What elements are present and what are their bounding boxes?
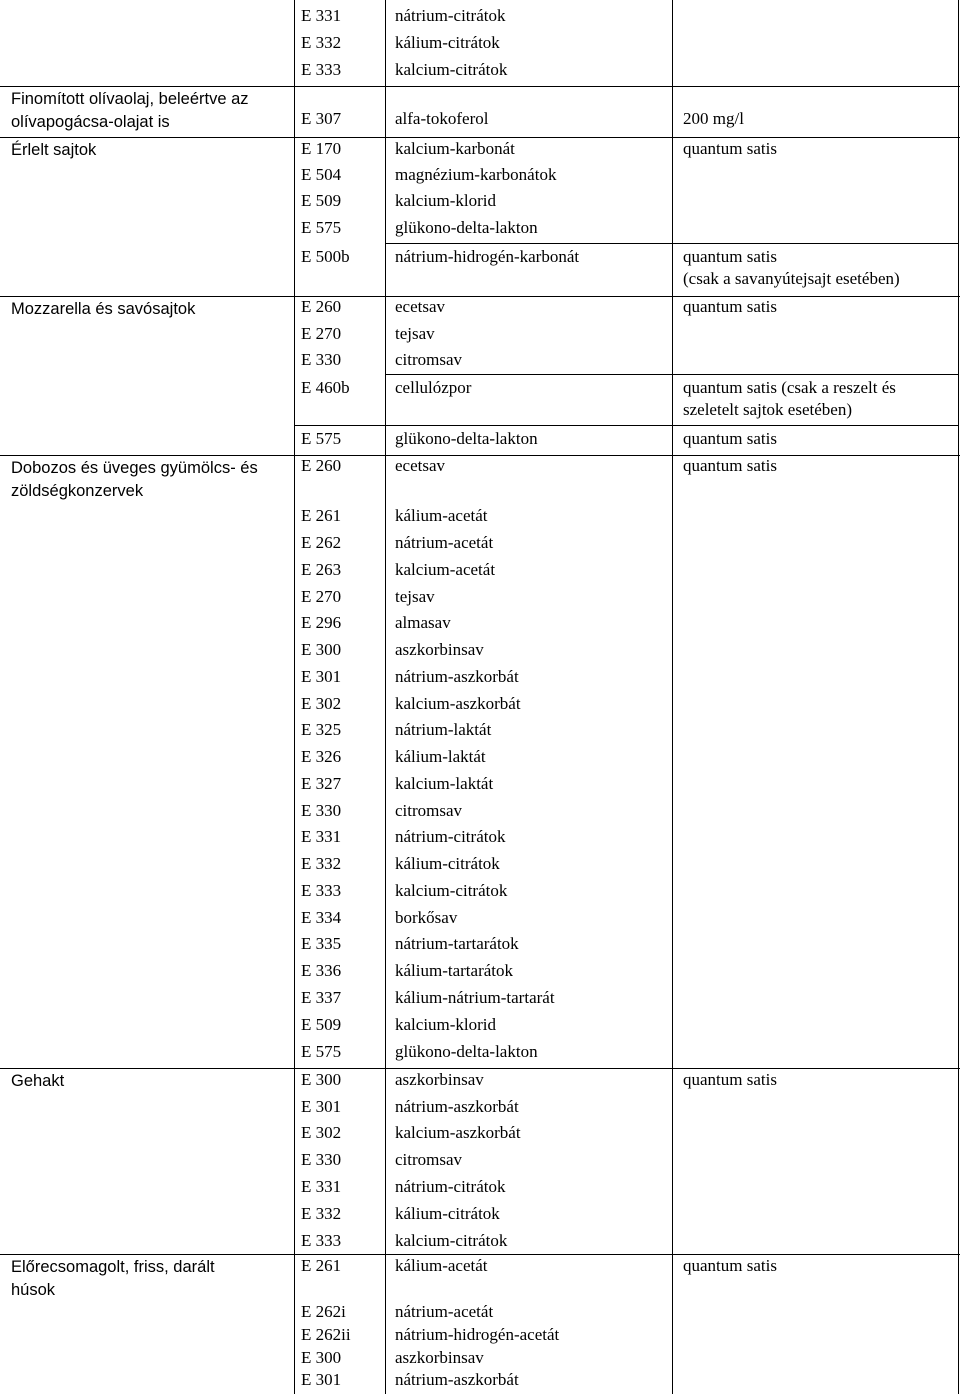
food-category-label: Finomított olívaolaj, beleértve az bbox=[11, 90, 249, 108]
additive-name-cell: kalcium-acetát bbox=[395, 560, 496, 579]
additive-name-cell: magnézium-karbonátok bbox=[395, 165, 557, 184]
additive-name-cell: nátrium-citrátok bbox=[395, 1177, 506, 1196]
additive-name-cell: kálium-citrátok bbox=[395, 854, 500, 873]
max-level-cell: szeletelt sajtok esetében) bbox=[683, 400, 852, 419]
e-number-cell: E 333 bbox=[301, 60, 342, 79]
e-number-cell: E 260 bbox=[301, 297, 342, 316]
max-level-cell: quantum satis bbox=[683, 247, 777, 266]
additive-name-cell: almasav bbox=[395, 613, 451, 632]
e-number-cell: E 333 bbox=[301, 1231, 342, 1250]
food-category-label: Gehakt bbox=[11, 1072, 65, 1090]
max-level-cell: 200 mg/l bbox=[683, 109, 744, 128]
e-number-cell: E 270 bbox=[301, 324, 342, 343]
max-level-cell: quantum satis bbox=[683, 1256, 777, 1275]
additive-name-cell: kalcium-laktát bbox=[395, 774, 494, 793]
e-number-cell: E 575 bbox=[301, 429, 342, 448]
e-number-cell: E 330 bbox=[301, 801, 342, 820]
additive-name-cell: nátrium-tartarátok bbox=[395, 934, 519, 953]
additive-name-cell: nátrium-laktát bbox=[395, 720, 492, 739]
additive-name-cell: kálium-acetát bbox=[395, 506, 488, 525]
additive-name-cell: glükono-delta-lakton bbox=[395, 218, 538, 237]
additive-name-cell: kálium-citrátok bbox=[395, 33, 500, 52]
food-category-label: olívapogácsa-olajat is bbox=[11, 113, 170, 131]
group-separator bbox=[0, 86, 960, 87]
e-number-cell: E 262i bbox=[301, 1302, 346, 1321]
e-number-cell: E 302 bbox=[301, 1123, 342, 1142]
column-rule bbox=[672, 0, 673, 1394]
e-number-cell: E 460b bbox=[301, 378, 350, 397]
e-number-cell: E 331 bbox=[301, 6, 342, 25]
additive-name-cell: aszkorbinsav bbox=[395, 1070, 484, 1089]
e-number-cell: E 332 bbox=[301, 1204, 342, 1223]
food-category-label: Érlelt sajtok bbox=[11, 141, 97, 159]
food-category-label: Dobozos és üveges gyümölcs- és bbox=[11, 459, 258, 477]
max-level-cell: quantum satis bbox=[683, 429, 777, 448]
e-number-cell: E 332 bbox=[301, 33, 342, 52]
e-number-cell: E 296 bbox=[301, 613, 342, 632]
additive-name-cell: kalcium-aszkorbát bbox=[395, 1123, 521, 1142]
e-number-cell: E 509 bbox=[301, 1015, 342, 1034]
column-rule bbox=[958, 0, 959, 1394]
additive-name-cell: citromsav bbox=[395, 350, 463, 369]
additive-name-cell: kálium-nátrium-tartarát bbox=[395, 988, 555, 1007]
additive-name-cell: citromsav bbox=[395, 1150, 463, 1169]
group-separator bbox=[0, 296, 960, 297]
e-number-cell: E 300 bbox=[301, 640, 342, 659]
group-separator bbox=[0, 455, 960, 456]
additive-name-cell: ecetsav bbox=[395, 297, 446, 316]
column-rule bbox=[385, 0, 386, 1394]
food-category-label: Mozzarella és savósajtok bbox=[11, 300, 196, 318]
e-number-cell: E 301 bbox=[301, 1097, 342, 1116]
additive-name-cell: kalcium-citrátok bbox=[395, 881, 508, 900]
max-level-cell: quantum satis bbox=[683, 456, 777, 475]
e-number-cell: E 330 bbox=[301, 350, 342, 369]
e-number-cell: E 262 bbox=[301, 533, 342, 552]
e-number-cell: E 261 bbox=[301, 1256, 342, 1275]
e-number-cell: E 327 bbox=[301, 774, 342, 793]
additive-name-cell: aszkorbinsav bbox=[395, 640, 484, 659]
max-level-cell: (csak a savanyútejsajt esetében) bbox=[683, 269, 900, 288]
e-number-cell: E 332 bbox=[301, 854, 342, 873]
e-number-cell: E 261 bbox=[301, 506, 342, 525]
food-category-label: Előrecsomagolt, friss, darált bbox=[11, 1258, 215, 1276]
additive-name-cell: aszkorbinsav bbox=[395, 1348, 484, 1367]
additive-name-cell: cellulózpor bbox=[395, 378, 472, 397]
max-level-cell: quantum satis bbox=[683, 1070, 777, 1089]
e-number-cell: E 302 bbox=[301, 694, 342, 713]
e-number-cell: E 307 bbox=[301, 109, 342, 128]
e-number-cell: E 301 bbox=[301, 667, 342, 686]
additive-name-cell: nátrium-acetát bbox=[395, 1302, 494, 1321]
additive-name-cell: nátrium-aszkorbát bbox=[395, 1097, 519, 1116]
additive-name-cell: kalcium-karbonát bbox=[395, 139, 515, 158]
additive-name-cell: nátrium-aszkorbát bbox=[395, 1370, 519, 1389]
e-number-cell: E 301 bbox=[301, 1370, 342, 1389]
additive-name-cell: kálium-acetát bbox=[395, 1256, 488, 1275]
additive-name-cell: nátrium-hidrogén-karbonát bbox=[395, 247, 580, 266]
e-number-cell: E 270 bbox=[301, 587, 342, 606]
e-number-cell: E 337 bbox=[301, 988, 342, 1007]
additive-name-cell: kálium-citrátok bbox=[395, 1204, 500, 1223]
additive-name-cell: nátrium-hidrogén-acetát bbox=[395, 1325, 560, 1344]
additive-name-cell: tejsav bbox=[395, 324, 435, 343]
e-number-cell: E 509 bbox=[301, 191, 342, 210]
additive-name-cell: borkősav bbox=[395, 908, 458, 927]
e-number-cell: E 331 bbox=[301, 827, 342, 846]
e-number-cell: E 335 bbox=[301, 934, 342, 953]
max-level-cell: quantum satis bbox=[683, 139, 777, 158]
e-number-cell: E 263 bbox=[301, 560, 342, 579]
food-category-label: húsok bbox=[11, 1281, 56, 1299]
additive-name-cell: nátrium-aszkorbát bbox=[395, 667, 519, 686]
e-number-cell: E 326 bbox=[301, 747, 342, 766]
additive-name-cell: kalcium-klorid bbox=[395, 1015, 497, 1034]
additive-name-cell: nátrium-acetát bbox=[395, 533, 494, 552]
additive-name-cell: nátrium-citrátok bbox=[395, 827, 506, 846]
additive-name-cell: tejsav bbox=[395, 587, 435, 606]
column-rule bbox=[294, 0, 295, 1394]
additive-name-cell: kalcium-citrátok bbox=[395, 60, 508, 79]
e-number-cell: E 170 bbox=[301, 139, 342, 158]
additive-name-cell: glükono-delta-lakton bbox=[395, 1042, 538, 1061]
additive-name-cell: kálium-tartarátok bbox=[395, 961, 514, 980]
food-category-label: zöldségkonzervek bbox=[11, 482, 144, 500]
max-level-cell: quantum satis bbox=[683, 297, 777, 316]
e-number-cell: E 260 bbox=[301, 456, 342, 475]
additive-name-cell: kalcium-citrátok bbox=[395, 1231, 508, 1250]
additive-name-cell: glükono-delta-lakton bbox=[395, 429, 538, 448]
additive-name-cell: alfa-tokoferol bbox=[395, 109, 489, 128]
additive-name-cell: citromsav bbox=[395, 801, 463, 820]
row-separator bbox=[294, 425, 958, 426]
e-number-cell: E 262ii bbox=[301, 1325, 351, 1344]
additive-name-cell: nátrium-citrátok bbox=[395, 6, 506, 25]
additive-name-cell: kalcium-aszkorbát bbox=[395, 694, 521, 713]
e-number-cell: E 575 bbox=[301, 218, 342, 237]
additive-name-cell: kalcium-klorid bbox=[395, 191, 497, 210]
e-number-cell: E 504 bbox=[301, 165, 342, 184]
e-number-cell: E 300 bbox=[301, 1348, 342, 1367]
e-number-cell: E 300 bbox=[301, 1070, 342, 1089]
additive-name-cell: ecetsav bbox=[395, 456, 446, 475]
e-number-cell: E 575 bbox=[301, 1042, 342, 1061]
e-number-cell: E 336 bbox=[301, 961, 342, 980]
e-number-cell: E 500b bbox=[301, 247, 350, 266]
max-level-cell: quantum satis (csak a reszelt és bbox=[683, 378, 896, 397]
e-number-cell: E 331 bbox=[301, 1177, 342, 1196]
e-number-cell: E 330 bbox=[301, 1150, 342, 1169]
e-number-cell: E 325 bbox=[301, 720, 342, 739]
additive-name-cell: kálium-laktát bbox=[395, 747, 486, 766]
e-number-cell: E 334 bbox=[301, 908, 342, 927]
e-number-cell: E 333 bbox=[301, 881, 342, 900]
